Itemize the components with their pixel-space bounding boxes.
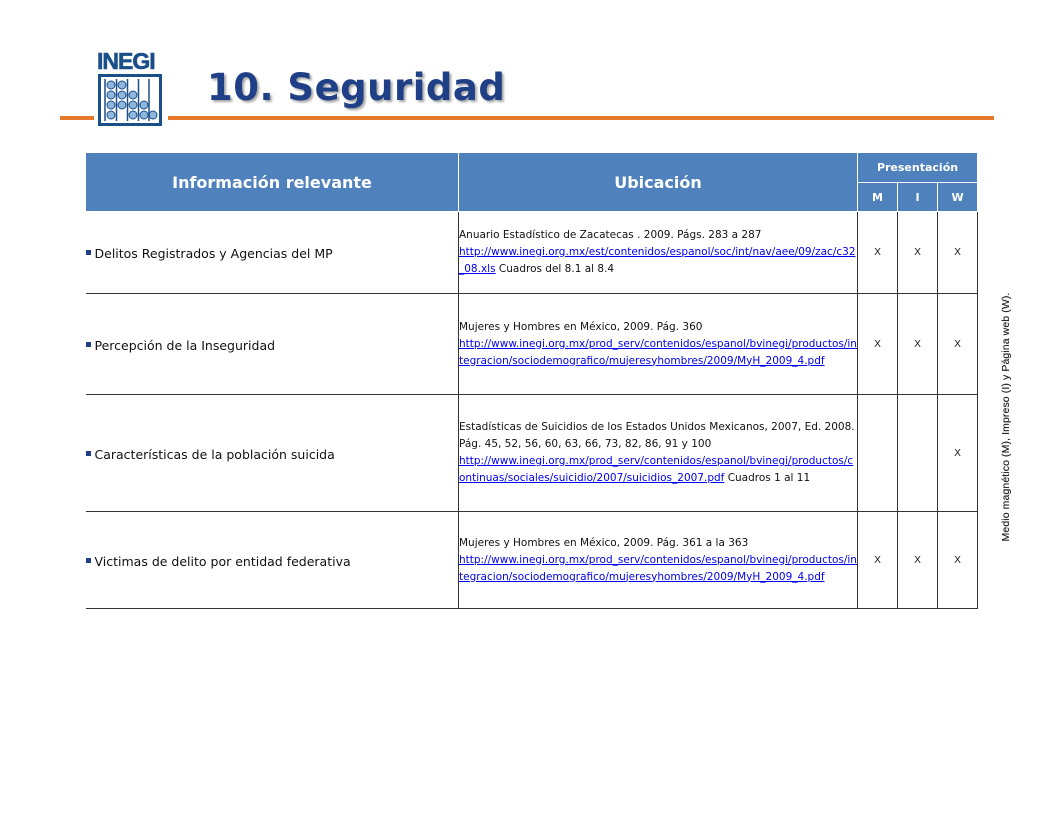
header-info: Información relevante [86,153,459,212]
info-cell [86,294,459,395]
location-text: Mujeres y Hombres en México, 2009. Pág. 360 [459,320,703,333]
header-m: M [858,183,898,212]
mark-i: X [898,512,938,609]
logo-mark [98,74,162,126]
bullet-icon [86,451,91,456]
source-link[interactable]: http://www.inegi.org.mx/prod_serv/contenidos/espanol/bvinegi/productos/integracion/sociodemografico/mujeresyhombres/2009/MyH_2009_4.pdf [459,553,857,583]
source-link[interactable]: http://www.inegi.org.mx/prod_serv/contenidos/espanol/bvinegi/productos/integracion/sociodemografico/mujeresyhombres/2009/MyH_2009_4.pdf [459,337,857,367]
location-suffix: Cuadros del 8.1 al 8.4 [495,263,615,275]
legend-text: Medio magnético (M), Impreso (I) y Página web (W). [1000,292,1012,542]
header-i: I [898,183,938,212]
mark-i: X [898,294,938,395]
mark-m: X [858,512,898,609]
location-text: Mujeres y Hombres en México, 2009. Pág. 361 a la 363 [459,536,749,549]
table-row [86,395,978,512]
header-presentation: Presentación [858,153,978,183]
info-label: Percepción de la Inseguridad [94,337,276,353]
header-w: W [938,183,978,212]
inegi-logo [94,48,168,128]
info-label: Victimas de delito por entidad federativa [94,553,351,569]
info-cell [86,512,459,609]
info-label: Características de la población suicida [94,446,335,462]
location-cell [459,395,858,512]
bullet-icon [86,342,91,347]
location-cell [459,512,858,609]
bullet-icon [86,558,91,563]
location-text: Anuario Estadístico de Zacatecas . 2009. Págs. 283 a 287 [459,229,762,241]
logo-dots-icon [101,77,159,123]
location-text: Estadísticas de Suicidios de los Estados Unidos Mexicanos, 2007, Ed. 2008. Pág. 45, 52, 56, 60, 63, 66, 73, 82, 86, 91 y 100 [459,421,855,450]
table-row [86,512,978,609]
table-row [86,212,978,294]
sources-table [85,152,978,609]
mark-w: X [938,395,978,512]
mark-i [898,395,938,512]
info-cell [86,395,459,512]
presentation-legend [998,258,1014,576]
bullet-icon [86,250,91,255]
header-rule [60,116,994,120]
source-link[interactable]: http://www.inegi.org.mx/est/contenidos/espanol/soc/int/nav/aee/09/zac/c32_08.xls [459,246,856,275]
info-cell [86,212,459,294]
table-row [86,294,978,395]
mark-m: X [858,294,898,395]
location-suffix: Cuadros 1 al 11 [724,472,811,484]
mark-w: X [938,512,978,609]
mark-w: X [938,294,978,395]
logo-text: INEGI [97,48,155,74]
mark-i: X [898,212,938,294]
header-location: Ubicación [459,153,858,212]
mark-w: X [938,212,978,294]
mark-m [858,395,898,512]
location-cell [459,212,858,294]
source-link[interactable]: http://www.inegi.org.mx/prod_serv/contenidos/espanol/bvinegi/productos/continuas/sociales/suicidio/2007/suicidios_2007.pdf [459,455,854,484]
info-label: Delitos Registrados y Agencias del MP [94,246,333,261]
page-title: 10. Seguridad [207,66,506,109]
mark-m: X [858,212,898,294]
location-cell [459,294,858,395]
